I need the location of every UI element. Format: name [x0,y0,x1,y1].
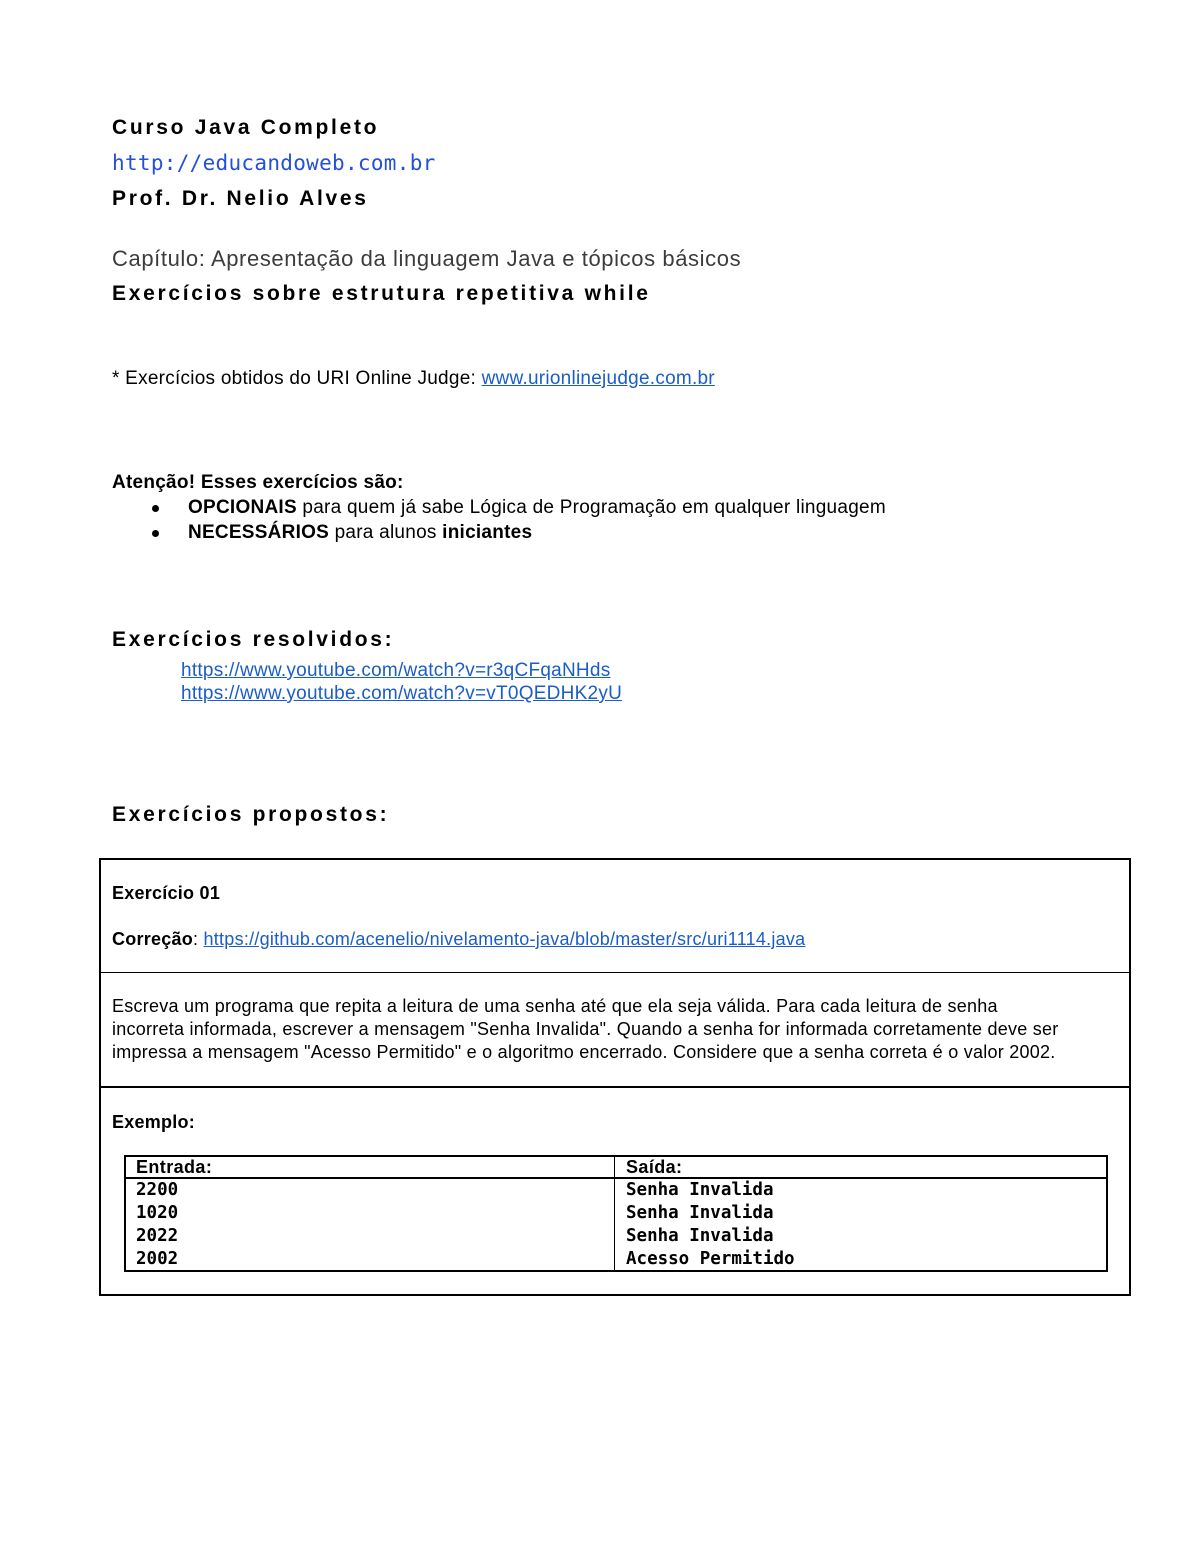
attention-item-bold-end: iniciantes [442,522,533,543]
row-divider [101,1086,1129,1088]
correction-line [112,927,805,951]
table-cell-output: Senha Invalida [626,1226,774,1246]
source-note [112,367,715,391]
correction-label: Correção [112,929,194,949]
attention-item-required [150,521,1050,545]
header-output: Saída: [626,1157,683,1177]
example-label: Exemplo: [112,1112,196,1132]
solved-video-link-1[interactable]: https://www.youtube.com/watch?v=r3qCFqaNHds [181,660,611,681]
attention-item-bold: NECESSÁRIOS [188,522,330,543]
chapter-title: Capítulo: Apresentação da linguagem Java e tópicos básicos [112,246,742,271]
website-url[interactable]: http://educandoweb.com.br [112,151,436,175]
correction-link[interactable]: https://github.com/acenelio/nivelamento-java/blob/master/src/uri1114.java [203,929,806,949]
attention-item-bold: OPCIONAIS [188,497,297,518]
source-note-text: * Exercícios obtidos do URI Online Judge: [112,368,482,389]
row-divider [101,972,1129,973]
section-title: Exercícios sobre estrutura repetitiva while [112,282,651,305]
table-cell-input: 2022 [136,1226,179,1246]
statement-line-2: incorreta informada, escrever a mensagem "Senha Invalida". Quando a senha for informada corretamente deve ser [112,1019,1059,1039]
statement-line-1: Escreva um programa que repita a leitura de uma senha até que ela seja válida. Para cada leitura de senha [112,996,998,1016]
attention-item-text [188,496,886,520]
table-cell-output: Senha Invalida [626,1203,774,1223]
column-divider [614,1157,615,1270]
attention-item-optional [150,496,1050,520]
table-cell-input: 2002 [136,1249,179,1269]
table-cell-output: Acesso Permitido [626,1249,795,1269]
table-cell-input: 2200 [136,1180,179,1200]
exercise-box [99,858,1131,1296]
solved-video-link-2[interactable]: https://www.youtube.com/watch?v=vT0QEDHK2yU [181,683,623,704]
source-note-link[interactable]: www.urionlinejudge.com.br [481,368,715,389]
table-cell-output: Senha Invalida [626,1180,774,1200]
course-title: Curso Java Completo [112,116,380,139]
statement-line-3: impressa a mensagem "Acesso Permitido" e o algoritmo encerrado. Considere que a senha correta é o valor 2002. [112,1042,1056,1062]
proposed-title: Exercícios propostos: [112,803,390,826]
correction-separator: : [193,929,204,949]
professor-name: Prof. Dr. Nelio Alves [112,187,369,210]
attention-item-rest: para alunos [329,522,443,543]
attention-item-rest: para quem já sabe Lógica de Programação em qualquer linguagem [296,497,886,518]
bullet-icon [152,530,159,537]
bullet-icon [152,505,159,512]
header-underline [126,1177,1106,1179]
example-table [124,1155,1108,1272]
exercise-title: Exercício 01 [112,883,221,903]
attention-title: Atenção! Esses exercícios são: [112,472,404,493]
table-cell-input: 1020 [136,1203,179,1223]
attention-item-text [188,521,532,545]
header-input: Entrada: [136,1157,213,1177]
solved-title: Exercícios resolvidos: [112,628,395,651]
